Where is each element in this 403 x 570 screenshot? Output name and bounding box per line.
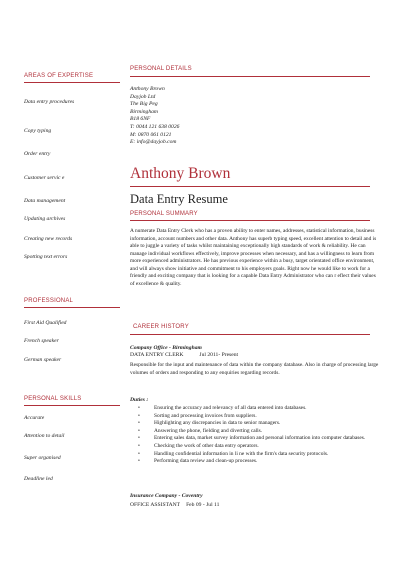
job2-role: OFFICE ASSISTANT (130, 502, 181, 508)
skill-item: Accurate (24, 415, 45, 421)
professional-rule (24, 307, 120, 308)
expertise-item: Order entry (24, 151, 51, 157)
contact-name: Anthony Brown (130, 86, 165, 92)
skill-item: Super organised (24, 455, 61, 461)
resume-title: Data Entry Resume (130, 192, 228, 206)
expertise-item: Data management (24, 198, 66, 204)
summary-rule (130, 220, 370, 221)
expertise-item: Spotting text errors (24, 254, 68, 260)
duties-list (130, 405, 390, 466)
duty-item: • Sorting and processing invoices from suppliers. (154, 413, 390, 421)
expertise-heading: AREAS OF EXPERTISE (24, 73, 94, 79)
job1-role-line (130, 352, 238, 358)
job1-company: Company Office - Birmingham (130, 345, 202, 351)
expertise-item: Creating new records (24, 236, 73, 242)
duty-item: • Highlighting any discrepancies in data to senior managers. (154, 420, 390, 428)
contact-email: E: info@dayjob.com (130, 139, 177, 146)
skill-item: Attention to detail (24, 433, 65, 439)
duties-heading: Duties : (130, 397, 149, 403)
contact-details (130, 86, 179, 147)
duty-item: • Checking the work of other data entry operators. (154, 443, 390, 451)
contact-city: Birmingham (130, 108, 158, 115)
details-heading: PERSONAL DETAILS (130, 66, 192, 72)
professional-item: German speaker (24, 357, 62, 363)
job1-description: Responsible for the input and maintenance of data within the company database. Also in charge of processing large volumes of orders and responding to any enquiries regarding records. (130, 362, 379, 376)
professional-item: First Aid Qualified (24, 320, 67, 326)
contact-postcode: B18 6NF (130, 116, 151, 123)
job1-role: DATA ENTRY CLERK (130, 352, 184, 358)
duty-item: • Entering sales data, market survey information and personal information into computer databases. (154, 435, 390, 443)
duty-item: • Performing data review and clean-up processes. (154, 458, 390, 466)
duty-item: • Answering the phone, fielding and diverting calls. (154, 428, 390, 436)
career-heading: CAREER HISTORY (133, 324, 189, 330)
name-rule (130, 186, 370, 187)
expertise-item: Copy typing (24, 128, 52, 134)
candidate-name: Anthony Brown (130, 165, 231, 182)
expertise-item: Data entry procedures (24, 99, 75, 105)
professional-heading: PROFESSIONAL (24, 298, 74, 304)
details-rule (130, 76, 370, 77)
expertise-rule (24, 82, 120, 83)
contact-company: Dayjob Ltd (130, 93, 156, 100)
career-rule (130, 334, 370, 335)
professional-item: French speaker (24, 338, 59, 344)
job2-dates: Feb 09 - Jul 11 (186, 502, 220, 508)
expertise-item: Customer servic e (24, 175, 65, 181)
duty-item: • Handling confidential information in li ne with the firm's data security protocols. (154, 451, 390, 459)
contact-phone: T: 0044 121 638 0026 (130, 123, 180, 130)
expertise-item: Updating archives (24, 216, 66, 222)
contact-mobile: M: 0870 061 0121 (130, 131, 172, 138)
summary-heading: PERSONAL SUMMARY (130, 211, 198, 217)
summary-text: A numerate Data Entry Clerk who has a proven ability to enter names, addresses, statistical information, business information, account numbers and other data. Anthony has superb typing speed, excellent attention to detail and is able to juggle a variety of tasks whilst maintaining exceptionally high standards of work & reliability. He can manage individual workflows effectively, improve processes when necessary, and has a willingness to learn from more experienced administrators. He has previous experience within a busy, target orientated office environment, and will always show initiative and commitment to his employers goals. Right now he would like to work for a friendly and exciting company that is looking for a capable Data Entry Administrator who can r eflect their values of excellence & quality. (130, 228, 377, 287)
contact-street: The Big Peg (130, 101, 158, 108)
job2-company: Insurance Company - Coventry (130, 493, 203, 499)
job2-role-line (130, 502, 219, 508)
skill-item: Deadline led (24, 476, 53, 482)
job1-dates: Jul 2011- Present (199, 352, 239, 358)
duty-item: • Ensuring the accuracy and relevancy of all data entered into databases. (154, 405, 390, 413)
skills-rule (24, 405, 120, 406)
skills-heading: PERSONAL SKILLS (24, 396, 82, 402)
sidebar (0, 0, 120, 570)
